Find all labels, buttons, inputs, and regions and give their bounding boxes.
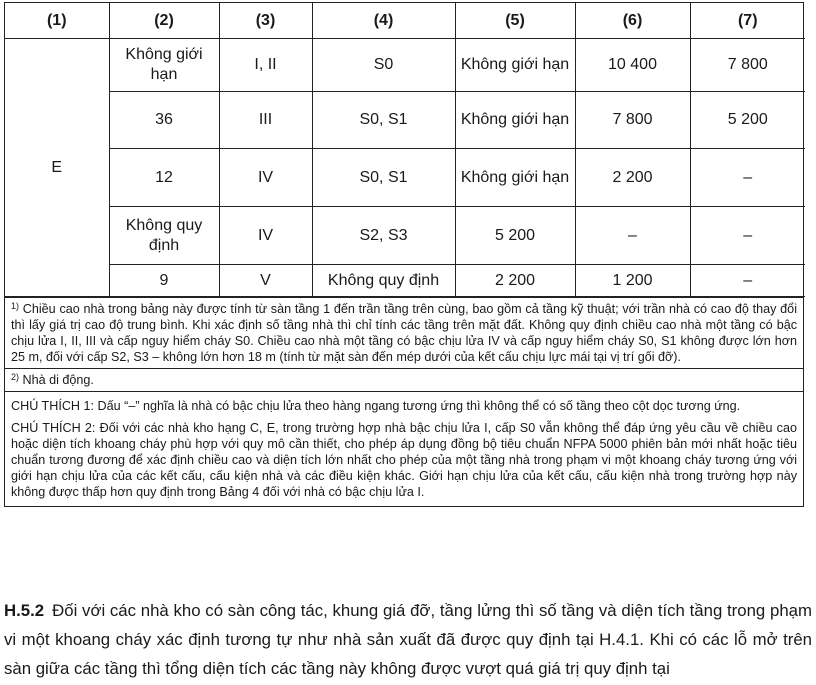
- col-header-7: (7): [690, 3, 805, 39]
- table-cell: –: [690, 149, 805, 207]
- note-1: [5, 391, 803, 420]
- col-header-3: (3): [219, 3, 312, 39]
- table-cell: V: [219, 265, 312, 297]
- section-text: Đối với các nhà kho có sàn công tác, khung giá đỡ, tầng lửng thì số tầng và diện tích tầng trong phạm vi một khoang cháy xác định tương tự như nhà sản xuất đã được quy định tại H.4.1. Khi có các lỗ mở trên sàn giữa các tầng thì tổng diện tích các tầng này không được vượt quá giá trị quy định tại: [4, 601, 812, 678]
- table-cell: –: [575, 207, 690, 265]
- table-cell: S0, S1: [312, 92, 455, 149]
- col-header-6: (6): [575, 3, 690, 39]
- table-cell: 1 200: [575, 265, 690, 297]
- table-cell: S0, S1: [312, 149, 455, 207]
- footnote-2: [5, 368, 803, 391]
- table-cell: 7 800: [575, 92, 690, 149]
- table-cell: IV: [219, 207, 312, 265]
- table-cell: S2, S3: [312, 207, 455, 265]
- table-cell: Không quy định: [109, 207, 219, 265]
- col-header-4: (4): [312, 3, 455, 39]
- footnote-2-text: Nhà di động.: [19, 373, 94, 387]
- table-cell: Không giới hạn: [455, 92, 575, 149]
- col-header-5: (5): [455, 3, 575, 39]
- group-label-cell: E: [5, 39, 109, 297]
- footnote-1-marker: 1): [11, 301, 20, 311]
- note-2-text: CHÚ THÍCH 2: Đối với các nhà kho hạng C, E, trong trường hợp nhà bậc chịu lửa I, cấp S0 vẫn không thể đáp ứng yêu cầu về chiều cao hoặc diện tích khoang cháy phù hợp với quy mô cần thiết, cho phép áp dụng đồng bộ tiêu chuẩn NFPA 5000 phiên bản mới nhất hoặc tiêu chuẩn tương đương để xác định chiều cao và diện tích lớn nhất cho phép của một tầng nhà trong phạm vi một khoang cháy tương ứng với giới hạn chịu lửa của các kết cấu, cấu kiện nhà và các điều kiện khác. Giới hạn chịu lửa của kết cấu, cấu kiện nhà trong trường hợp này không được thấp hơn quy định trong Bảng 4 đối với nhà có bậc chịu lửa I.: [11, 421, 797, 499]
- table-cell: 7 800: [690, 39, 805, 92]
- table-cell: –: [690, 265, 805, 297]
- footnote-1-text: Chiều cao nhà trong bảng này được tính từ sàn tầng 1 đến trần tầng trên cùng, bao gồm cả tầng kỹ thuật; với trần nhà có cao độ thay đổi thì lấy giá trị cao độ trung bình. Khi xác định số tầng nhà thì chỉ tính các tầng trên mặt đất. Không quy định chiều cao nhà một tầng có bậc chịu lửa I, II, III và cấp nguy hiểm cháy S0. Chiều cao nhà một tầng có bậc chịu lửa IV và cấp nguy hiểm cháy S0, S1 không được lớn hơn 25 m, đối với cấp S2, S3 – không lớn hơn 18 m (tính từ mặt sàn đến mép dưới của kết cấu chịu lực mái tại vị trí gối đỡ).: [11, 302, 797, 364]
- col-header-1: (1): [5, 3, 109, 39]
- table-cell: 10 400: [575, 39, 690, 92]
- section-paragraph: [4, 596, 812, 683]
- section-id: H.5.2: [4, 601, 45, 620]
- table-row: [5, 149, 805, 207]
- table-cell: IV: [219, 149, 312, 207]
- note-2: [5, 420, 803, 506]
- table-cell: 2 200: [455, 265, 575, 297]
- table-cell: Không giới hạn: [455, 39, 575, 92]
- footnote-2-marker: 2): [11, 372, 20, 382]
- table-notes: [5, 297, 803, 506]
- table-row: [5, 92, 805, 149]
- table-cell: I, II: [219, 39, 312, 92]
- table-cell: 9: [109, 265, 219, 297]
- table-cell: Không giới hạn: [109, 39, 219, 92]
- table-cell: 5 200: [690, 92, 805, 149]
- table-cell: 36: [109, 92, 219, 149]
- table-cell: Không quy định: [312, 265, 455, 297]
- table-cell: S0: [312, 39, 455, 92]
- note-1-text: CHÚ THÍCH 1: Dấu “–” nghĩa là nhà có bậc chịu lửa theo hàng ngang tương ứng thì không thể có số tầng theo cột dọc tương ứng.: [11, 399, 741, 413]
- fire-safety-table: [5, 3, 805, 297]
- table-row: [5, 265, 805, 297]
- footnote-1: [5, 297, 803, 368]
- table-cell: 12: [109, 149, 219, 207]
- header-row: [5, 3, 805, 39]
- table-cell: 5 200: [455, 207, 575, 265]
- table-cell: 2 200: [575, 149, 690, 207]
- table-cell: –: [690, 207, 805, 265]
- table-cell: Không giới hạn: [455, 149, 575, 207]
- table-row: [5, 39, 805, 92]
- col-header-2: (2): [109, 3, 219, 39]
- table-row: [5, 207, 805, 265]
- table-frame: [4, 2, 804, 507]
- table-cell: III: [219, 92, 312, 149]
